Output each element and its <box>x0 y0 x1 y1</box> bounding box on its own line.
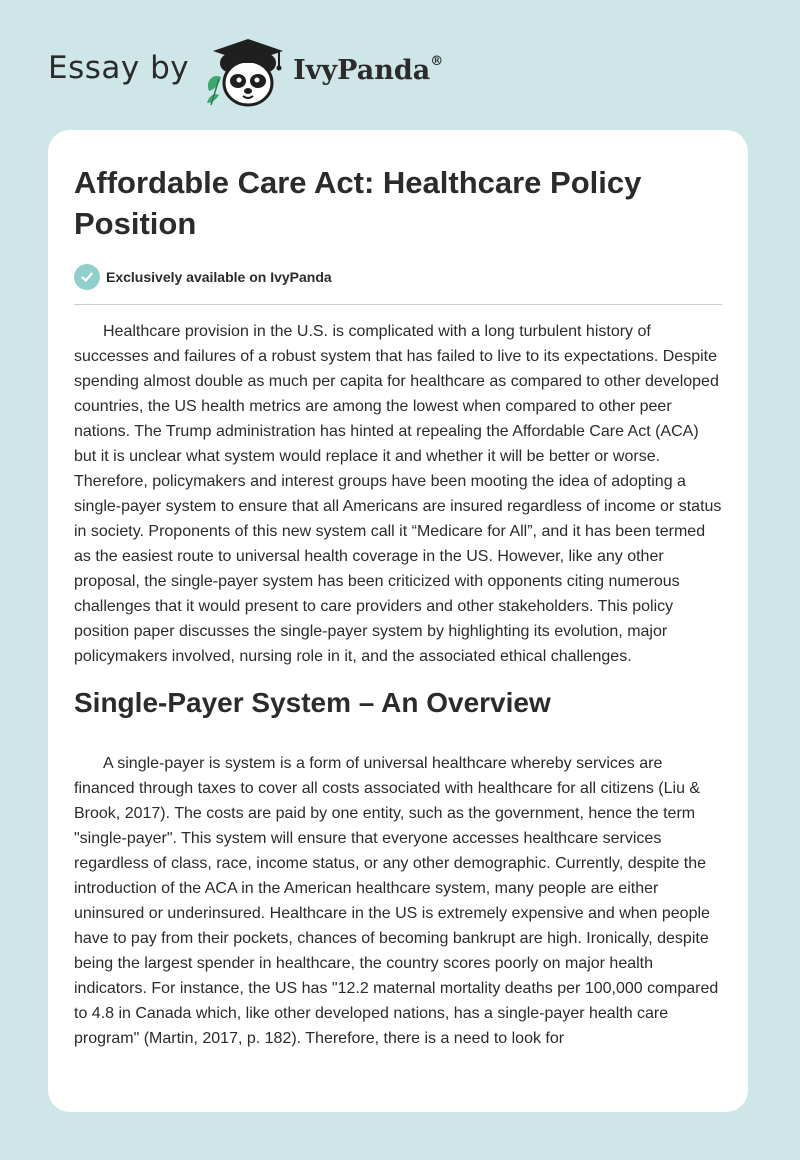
exclusive-badge-row <box>74 264 722 305</box>
trademark-mark: ® <box>430 53 444 69</box>
site-header <box>48 32 443 112</box>
article-title: Affordable Care Act: Healthcare Policy Position <box>74 165 642 241</box>
brand-name[interactable]: IvyPanda® <box>293 53 444 86</box>
intro-paragraph: Healthcare provision in the U.S. is complicated with a long turbulent history of successes and failures of a robust system that has failed to live to its expectations. Despite spending almost double as much per capita for healthcare as compared to other developed countries, the US health metrics are among the lowest when compared to other peer nations. The Trump administration has hinted at repealing the Affordable Care Act (ACA) but it is unclear what system would replace it and whether it will be better or worse. Therefore, policymakers and interest groups have been mooting the idea of adopting a single-payer system to ensure that all Americans are insured regardless of income or status in society. Proponents of this new system call it “Medicare for All”, and it has been termed as the easiest route to universal health coverage in the US. However, like any other proposal, the single-payer system has been criticized with opponents citing numerous challenges that it would present to care providers and other stakeholders. This policy position paper discusses the single-payer system by highlighting its evolution, major policymakers involved, nursing role in it, and the associated ethical challenges. <box>74 323 722 665</box>
article-card <box>48 130 748 1112</box>
exclusive-badge-text: Exclusively available on IvyPanda <box>106 269 332 285</box>
essay-by-label: Essay by <box>48 50 190 86</box>
overview-paragraph: A single-payer is system is a form of universal healthcare whereby services are financed through taxes to cover all costs associated with healthcare for all citizens (Liu & Brook, 2017). The costs are paid by one entity, such as the government, hence the term "single-payer". This system will ensure that everyone accesses healthcare services regardless of class, race, income status, or any other demographic. Currently, despite the introduction of the ACA in the American healthcare system, many people are either uninsured or underinsured. Healthcare in the US is extremely expensive and when people have to pay from their pockets, chances of becoming bankrupt are high. Ironically, despite being the largest spender in healthcare, the country scores poorly on major health indicators. For instance, the US has "12.2 maternal mortality deaths per 100,000 compared to 4.8 in Canada which, like other developed nations, has a single-payer health care program" (Martin, 2017, p. 182). Therefore, there is a need to look for <box>74 755 719 1047</box>
panda-graduate-icon[interactable] <box>203 33 289 111</box>
check-icon <box>74 264 100 290</box>
section-heading: Single-Payer System – An Overview <box>74 687 551 718</box>
